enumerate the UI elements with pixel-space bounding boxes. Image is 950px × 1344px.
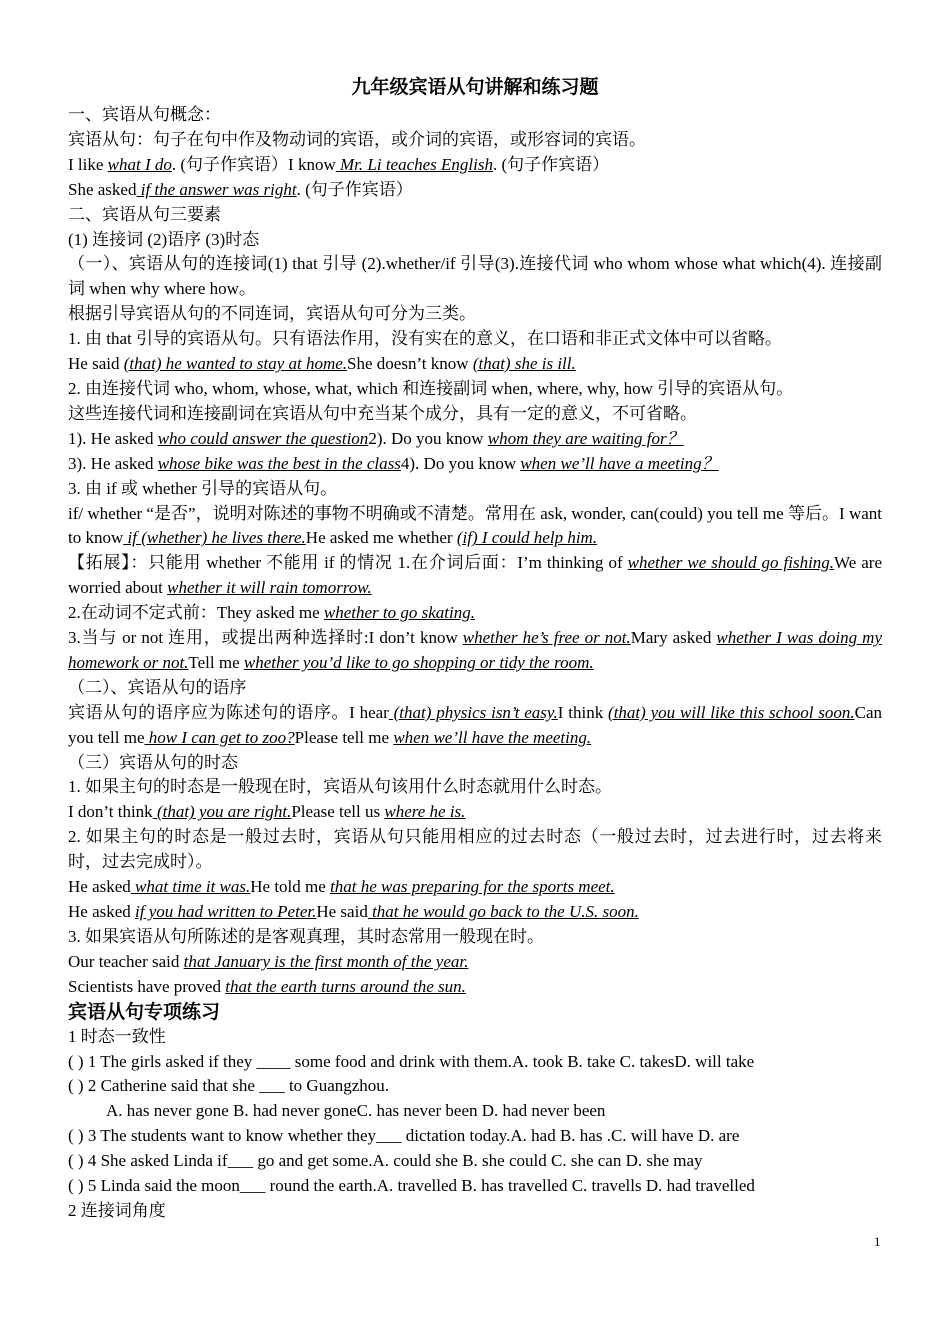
text: Can you tell me [68,702,883,747]
example-line [68,800,882,825]
text: Our teacher said [68,951,184,971]
extension-line [68,601,882,626]
rule-text: 2. 由连接代词 who, whom, whose, what, which 和连接副词 when, where, why, how 引导的宾语从句。 [68,378,794,398]
classify-text: 根据引导宾语从句的不同连词，宾语从句可分为三类。 [68,304,476,324]
example-line [68,950,882,975]
text: I think [557,702,609,722]
underlined-clause: whose bike was the best in the class [157,453,401,473]
text: . (句子作宾语）I know [171,154,336,174]
question-options: A. has never gone B. had never goneC. has never been D. had never been [106,1101,606,1121]
text: He asked me whether [305,528,457,548]
underlined-clause: that he was preparing for the sports meet. [330,877,615,897]
text: 宾语从句的语序应为陈述句的语序。I hear [68,702,389,722]
rule-text: 1. 由 that 引导的宾语从句。只有语法作用，没有实在的意义，在口语和非正式文体中可以省略。 [68,329,782,349]
text: She doesn’t know [347,354,473,374]
text: I don’t think [68,802,153,822]
underlined-clause: whether we should go fishing. [627,553,835,573]
underlined-clause: whether it will rain tomorrow. [167,578,372,598]
order-paragraph [68,701,882,751]
question-item: ( ) 2 Catherine said that she ___ to Guangzhou. [68,1076,390,1096]
underlined-clause: when we’ll have the meeting. [393,727,592,747]
example-line [68,427,882,452]
underlined-clause: who could answer the question [157,428,369,448]
text: He told me [250,877,331,897]
underlined-clause: whether to go skating. [323,603,476,623]
underlined-clause: how I can get to zoo? [144,727,295,747]
text: 3). He asked [68,453,158,473]
text: 3.当与 or not 连用，或提出两种选择时:I don’t know [68,628,463,648]
text: Scientists have proved [68,976,226,996]
section-heading: 二、宾语从句三要素 [68,204,221,224]
underlined-clause: Mr. Li teaches English [335,154,493,174]
text: 2.在动词不定式前：They asked me [68,603,324,623]
definition-text: 宾语从句：句子在句中作及物动词的宾语，或介词的宾语，或形容词的宾语。 [68,129,646,149]
subsection-heading: （三）宾语从句的时态 [68,752,238,772]
text: She asked [68,179,137,199]
rule-text: 1. 如果主句的时态是一般现在时，宾语从句该用什么时态就用什么时态。 [68,777,612,797]
underlined-clause: whether he’s free or not. [462,628,631,648]
section-heading: 一、宾语从句概念： [68,105,221,124]
example-line [68,875,882,900]
underlined-clause: (that) you will like this school soon. [608,702,855,722]
page-title: 九年级宾语从句讲解和练习题 [351,77,599,98]
page-number: 1 [874,1234,881,1249]
text: He said [316,902,368,921]
extension-paragraph [68,551,882,601]
subsection-heading: （二）、宾语从句的语序 [68,677,247,697]
text: We are worried about [68,553,882,598]
text: Please tell us [291,802,385,822]
text: Mary asked [630,628,717,648]
example-line [68,452,882,477]
practice-heading: 宾语从句专项练习 [68,1001,221,1023]
text: He asked [68,902,136,921]
rule-text: 2. 如果主句的时态是一般过去时，宾语从句只能用相应的过去时态（一般过去时，过去进行时，过去将来时，过去完成时）。 [68,827,882,872]
underlined-clause: (that) physics isn’t easy. [388,702,558,722]
underlined-clause: that January is the first month of the year. [183,951,469,971]
underlined-clause: what time it was. [130,877,251,897]
elements-text: (1) 连接词 (2)语序 (3)时态 [68,229,260,249]
text: 4). Do you know [400,453,521,473]
example-line [68,178,882,203]
underlined-clause: (that) she is ill. [472,354,576,374]
text: if/ whether “是否”，说明对陈述的事物不明确或不清楚。常用在 ask, wonder, can(could) you tell me 等后。I want to know [68,503,882,548]
underlined-clause: whether you’d like to go shopping or tidy the room. [243,652,594,672]
example-line [68,352,882,377]
text: . (句子作宾语） [493,154,610,174]
underlined-clause: where he is. [384,802,466,822]
underlined-clause: if (whether) he lives there. [123,528,306,548]
question-item: ( ) 3 The students want to know whether they___ dictation today.A. had B. has .C. will have D. are [68,1126,740,1146]
underlined-clause: (that) he wanted to stay at home. [123,354,348,374]
text: 【拓展】：只能用 whether 不能用 if 的情况 1.在介词后面：I’m thinking of [68,553,628,573]
example-line [68,975,882,1000]
text: Please tell me [294,727,394,747]
text: 1). He asked [68,428,158,448]
underlined-clause: (that) you are right. [152,802,292,822]
underlined-clause: if the answer was right [136,179,297,199]
text: I like [68,154,108,174]
underlined-clause: whom they are waiting for？ [487,428,684,448]
underlined-clause: what I do [107,154,172,174]
practice-subheading: 1 时态一致性 [68,1026,166,1046]
rule-text: 3. 由 if 或 whether 引导的宾语从句。 [68,478,338,498]
underlined-clause: (if) I could help him. [456,528,598,548]
rule-text: 这些连接代词和连接副词在宾语从句中充当某个成分，具有一定的意义，不可省略。 [68,403,697,423]
text: . (句子作宾语） [296,179,413,199]
practice-subheading: 2 连接词角度 [68,1200,166,1220]
rule-text: 3. 如果宾语从句所陈述的是客观真理，其时态常用一般现在时。 [68,926,544,946]
underlined-clause: whether I was doing my homework or not. [68,628,882,672]
question-item: ( ) 1 The girls asked if they ____ some food and drink with them.A. took B. take C. takesD. will take [68,1051,755,1071]
underlined-clause: that he would go back to the U.S. soon. [367,902,639,921]
document-page [68,74,882,1224]
question-item: ( ) 5 Linda said the moon___ round the earth.A. travelled B. has travelled C. travells D. had travelled [68,1176,755,1196]
extension-paragraph [68,626,882,676]
conjunctions-text: （一）、宾语从句的连接词(1) that 引导 (2).whether/if 引导(3).连接代词 who whom whose what which(4). 连接副词 when why where how。 [68,254,882,299]
question-item: ( ) 4 She asked Linda if___ go and get some.A. could she B. she could C. she can D. she may [68,1151,703,1171]
text: He said [68,354,124,374]
text: He asked [68,877,131,897]
rule-paragraph [68,502,882,552]
text: Tell me [188,652,244,672]
text: 2). Do you know [368,428,488,448]
underlined-clause: if you had written to Peter. [135,902,317,921]
underlined-clause: when we’ll have a meeting？ [520,453,719,473]
example-line [68,900,882,925]
underlined-clause: that the earth turns around the sun. [225,976,466,996]
example-line [68,153,882,178]
